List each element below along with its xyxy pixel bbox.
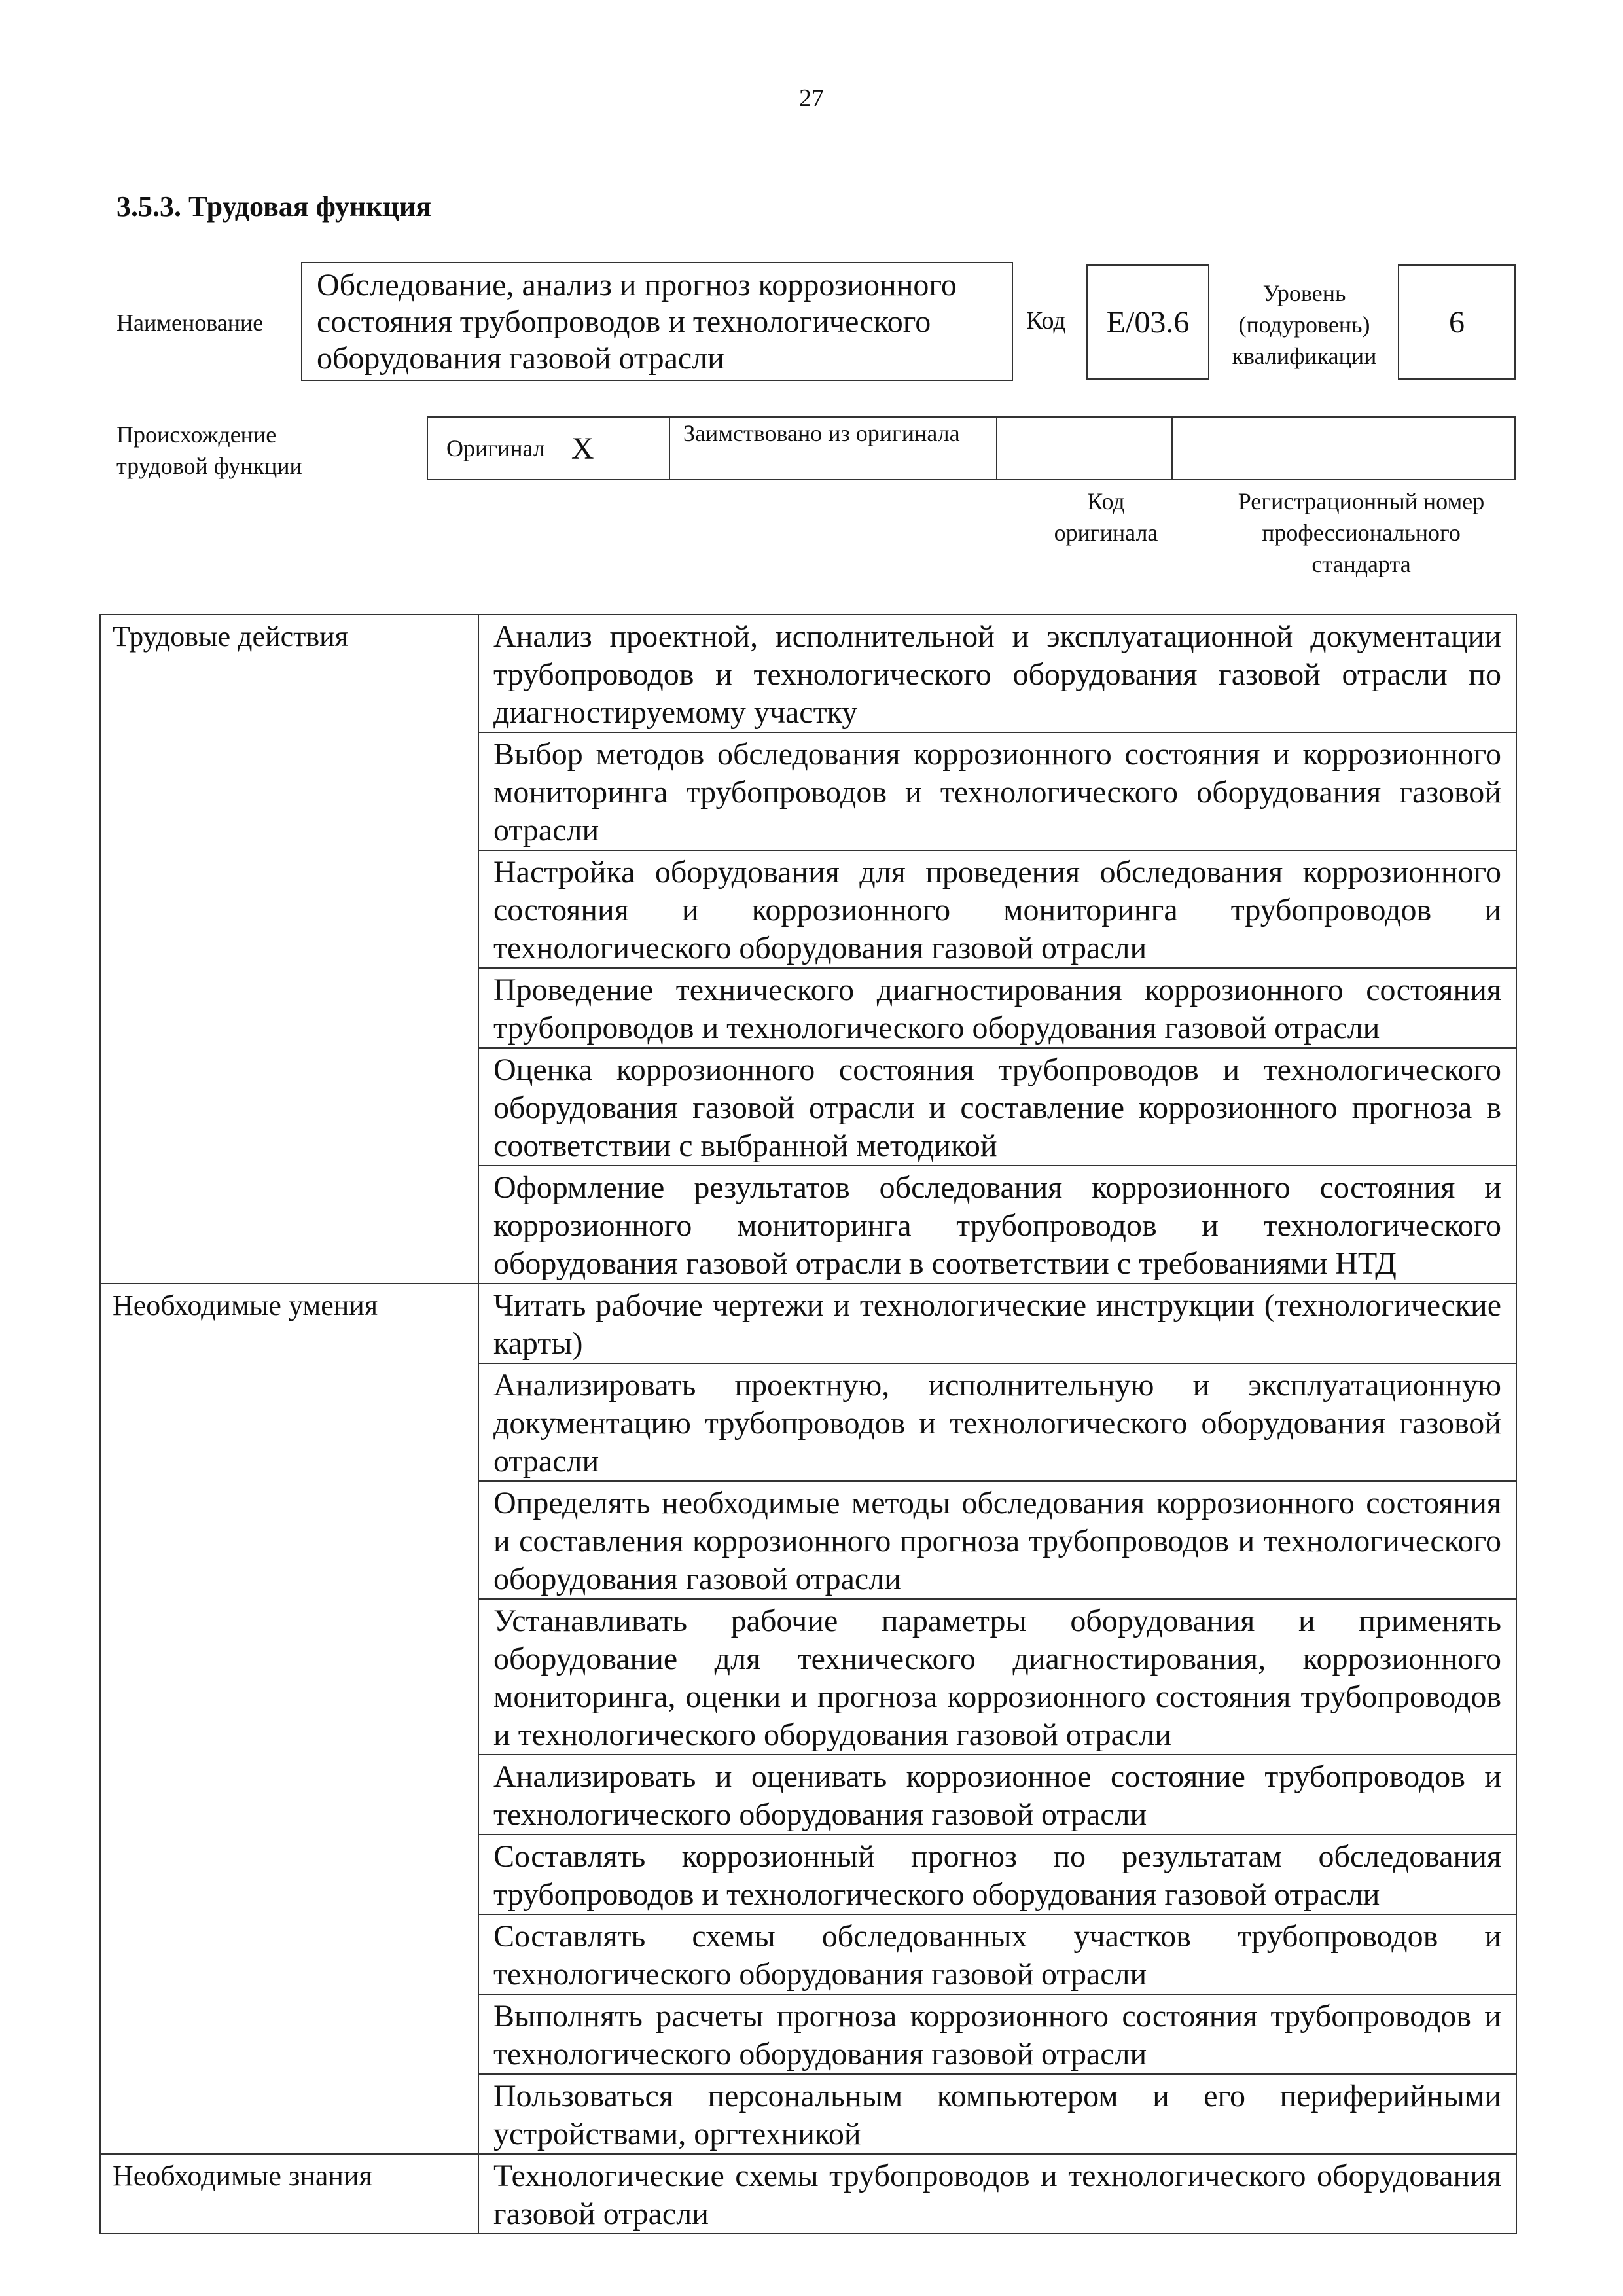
code-value-box: E/03.6 [1086, 264, 1209, 380]
origin-row [427, 416, 1516, 480]
reg-caption-line-3: стандарта [1311, 551, 1411, 577]
level-label-line-2: (подуровень) [1238, 312, 1370, 338]
section-title: Необходимые знания [100, 2154, 478, 2234]
table-cell: Анализировать проектную, исполнительную и эксплуатационную документацию трубопроводов и технологического оборудования газовой отрасли [478, 1363, 1516, 1481]
borrowed-cell: Заимствовано из оригинала [670, 418, 997, 479]
name-label: Наименование [116, 310, 264, 336]
registration-number-caption [1191, 486, 1531, 580]
table-cell: Выполнять расчеты прогноза коррозионного состояния трубопроводов и технологического оборудования газовой отрасли [478, 1994, 1516, 2074]
level-label-line-3: квалификации [1232, 343, 1377, 369]
level-value-box: 6 [1398, 264, 1516, 380]
origin-label [116, 419, 302, 482]
registration-number-cell [1173, 418, 1514, 479]
table-cell: Анализировать и оценивать коррозионное состояние трубопроводов и технологического оборудования газовой отрасли [478, 1755, 1516, 1835]
table-cell: Составлять коррозионный прогноз по результатам обследования трубопроводов и технологического оборудования газовой отрасли [478, 1835, 1516, 1914]
origin-label-line-2: трудовой функции [116, 453, 302, 479]
function-name-box: Обследование, анализ и прогноз коррозионного состояния трубопроводов и технологического оборудования газовой отрасли [301, 262, 1013, 381]
original-code-cell [997, 418, 1173, 479]
reg-caption-line-2: профессионального [1262, 520, 1461, 546]
table-cell: Составлять схемы обследованных участков трубопроводов и технологического оборудования газовой отрасли [478, 1914, 1516, 1994]
table-row [100, 2154, 1516, 2234]
origin-label-line-1: Происхождение [116, 422, 277, 448]
section-heading: 3.5.3. Трудовая функция [116, 190, 432, 223]
table-cell: Технологические схемы трубопроводов и технологического оборудования газовой отрасли [478, 2154, 1516, 2234]
function-details-table [99, 614, 1517, 2234]
table-cell: Выбор методов обследования коррозионного состояния и коррозионного мониторинга трубопроводов и технологического оборудования газовой отрасли [478, 732, 1516, 850]
table-cell: Определять необходимые методы обследования коррозионного состояния и составления коррозионного прогноза трубопроводов и технологического оборудования газовой отрасли [478, 1481, 1516, 1599]
table-cell: Оформление результатов обследования коррозионного состояния и коррозионного мониторинга трубопроводов и технологического оборудования газовой отрасли в соответствии с требованиями НТД [478, 1166, 1516, 1283]
table-cell: Настройка оборудования для проведения обследования коррозионного состояния и коррозионного мониторинга трубопроводов и технологического оборудования газовой отрасли [478, 850, 1516, 968]
reg-caption-line-1: Регистрационный номер [1238, 488, 1485, 514]
code-caption-line-2: оригинала [1054, 520, 1158, 546]
code-caption-line-1: Код [1087, 488, 1125, 514]
table-cell: Анализ проектной, исполнительной и эксплуатационной документации трубопроводов и технологического оборудования газовой отрасли по диагностируемому участку [478, 615, 1516, 732]
level-label-line-1: Уровень [1262, 280, 1346, 306]
original-code-caption [1001, 486, 1211, 548]
code-label: Код [1026, 307, 1066, 334]
section-title: Трудовые действия [100, 615, 478, 1283]
table-cell: Оценка коррозионного состояния трубопроводов и технологического оборудования газовой отрасли и составление коррозионного прогноза в соответствии с выбранной методикой [478, 1048, 1516, 1166]
original-label: Оригинал [446, 435, 545, 461]
table-cell: Пользоваться персональным компьютером и его периферийными устройствами, оргтехникой [478, 2074, 1516, 2154]
table-cell: Проведение технического диагностирования коррозионного состояния трубопроводов и технологического оборудования газовой отрасли [478, 968, 1516, 1048]
table-row [100, 1283, 1516, 1363]
original-mark: X [571, 431, 594, 466]
table-cell: Устанавливать рабочие параметры оборудования и применять оборудование для технического диагностирования, коррозионного мониторинга, оценки и прогноза коррозионного состояния трубопроводов и технологического оборудования газовой отрасли [478, 1599, 1516, 1755]
table-row [100, 615, 1516, 732]
section-title: Необходимые умения [100, 1283, 478, 2154]
level-label [1216, 278, 1393, 372]
original-cell [428, 418, 670, 479]
table-cell: Читать рабочие чертежи и технологические инструкции (технологические карты) [478, 1283, 1516, 1363]
page-number: 27 [799, 84, 824, 112]
